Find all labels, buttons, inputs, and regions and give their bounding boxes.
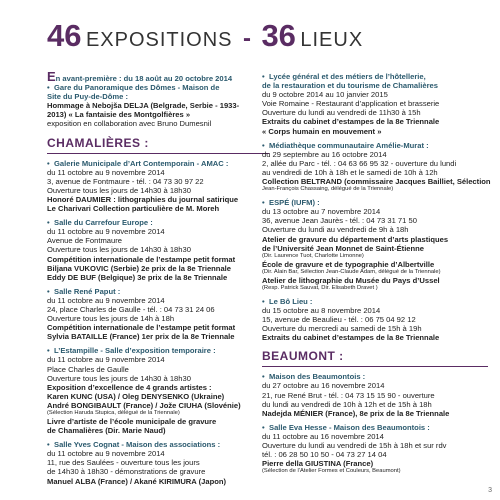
intro-line: Site du Puy-de-Dôme : <box>47 92 129 102</box>
venue-detail-line: (Sélection de l’Atelier Formes et Couleurs, Beaumont) <box>262 468 401 475</box>
venue-name: ESPÉ (IUFM) : <box>269 198 320 208</box>
venue-name-row <box>47 440 269 449</box>
venue-detail-line: Jean-François Chassaing, délégué de la Triennale) <box>262 186 394 193</box>
venue-name: Galerie Municipale d’Art Contemporain - AMAC : <box>54 158 229 168</box>
title-number-lieux: 36 <box>261 18 296 53</box>
venue-detail-line: du 11 octobre au 9 novembre 2014 <box>47 449 165 459</box>
section-title-chamalieres: CHAMALIÈRES : <box>47 136 269 154</box>
page-number: 3 <box>488 487 492 494</box>
venue-detail-line: 11, rue des Saulées - ouverture tous les jours <box>47 458 200 468</box>
venue-detail-line: Karen KUNC (USA) / Oleg DENYSENKO (Ukraine) <box>47 391 225 401</box>
venue-detail-line: Extraits du cabinet d’estampes de la 8e Triennale <box>262 117 440 127</box>
venue-detail-line: 15, avenue de Beaulieu - tél. : 06 75 04 92 12 <box>262 315 416 325</box>
venue-name-row <box>262 372 488 381</box>
venue-detail-line: du 27 octobre au 16 novembre 2014 <box>262 381 385 391</box>
venue-block <box>47 287 269 342</box>
venue-detail-line: du 15 octobre au 8 novembre 2014 <box>262 305 381 315</box>
venue-detail-line: 2, allée du Parc - tél. : 04 63 66 95 32 - ouverture du lundi <box>262 158 457 168</box>
venue-name-row <box>262 423 488 432</box>
venue-name-cont: de la restauration et du tourisme de Chamalières <box>262 81 438 91</box>
venue-detail-line: Le Charivari Collection particulière de M. Moreh <box>47 204 220 214</box>
venue-detail-line: Extraits du cabinet d’estampes de la 8e Triennale <box>262 333 440 343</box>
venue-block <box>262 140 491 193</box>
venue-detail-line: (Dir. Laurence Tuot, Charlotte Limonne) <box>262 252 364 259</box>
venue-detail-line: de Chamalières (Dir. Marie Naud) <box>47 426 166 436</box>
venue-detail-line: Eddy DE BUF (Belgique) 3e prix de la 8e Triennale <box>47 272 228 282</box>
title-word-lieux: LIEUX <box>300 29 364 51</box>
venue-name: Médiathèque communautaire Amélie-Murat : <box>269 140 429 150</box>
venue-detail-line: du 11 octobre au 9 novembre 2014 <box>47 355 165 365</box>
bullet-icon: • <box>47 158 50 168</box>
venue-name: Salle Yves Cognat - Maison des associations : <box>54 440 221 450</box>
bullet-icon: • <box>262 296 265 306</box>
venue-detail-line: Nadejda MÉNIER (France), 8e prix de la 8e Triennale <box>262 408 450 418</box>
bullet-icon: • <box>47 83 50 93</box>
title-separator: - <box>242 25 251 52</box>
venue-detail-line: (Dir. Alain Bar, Sélection Jean-Claude Adam, délégué de la Triennale) <box>262 268 441 275</box>
venue-detail-line: (Sélection Haruda Stupica, délégué de la Triennale) <box>47 410 180 416</box>
venue-detail-line: Sylvia BATAILLE (France) 1er prix de la 8e Triennale <box>47 332 235 342</box>
title-word-expositions: EXPOSITIONS <box>85 29 233 51</box>
venue-name-row <box>262 72 488 81</box>
venue-detail-line: Ouverture du mercredi au samedi de 15h à 19h <box>262 324 422 334</box>
venue-detail-line: de 14h30 à 18h30 - démonstrations de gravure <box>47 467 206 477</box>
venue-detail-line: du 11 octobre au 9 novembre 2014 <box>47 227 165 237</box>
venue-detail-line: du 11 octobre au 9 novembre 2014 <box>47 295 165 305</box>
venue-detail-line: Exposition d’excellence de 4 grands artistes : <box>47 382 212 392</box>
section-title-beaumont: BEAUMONT : <box>262 349 488 367</box>
venue-detail-line: de l’Université Jean Monnet de Saint-Étienne <box>262 243 425 253</box>
venue-block <box>47 159 269 214</box>
venue-detail-line: Atelier de lithographie du Musée du Pays d’Ussel <box>262 275 440 285</box>
venue-detail-line: 3, avenue de Fontmaure - tél. : 04 73 30 97 22 <box>47 176 204 186</box>
venue-detail-line: Manuel ALBA (France) / Akané KIRIMURA (Japon) <box>47 476 227 486</box>
venue-list-right-bottom <box>262 372 488 475</box>
venue-detail-line: Ouverture tous les jours de 14h30 à 18h30 <box>47 373 191 383</box>
venue-detail-line: Compétition internationale de l’estampe petit format <box>47 323 236 333</box>
bullet-icon: • <box>262 140 265 150</box>
venue-block <box>262 198 488 292</box>
venue-name-row <box>262 297 488 306</box>
intro-line: n avant-première : du 18 août au 20 octobre 2014 <box>55 74 233 83</box>
venue-detail-line: 24, place Charles de Gaulle - tél. : 04 73 31 24 06 <box>47 304 215 314</box>
venue-detail-line: Ouverture tous les jours de 14h à 18h <box>47 314 175 324</box>
title-number-expositions: 46 <box>47 18 82 53</box>
venue-detail-line: du 9 octobre 2014 au 10 janvier 2015 <box>262 90 388 100</box>
bullet-icon: • <box>262 72 265 81</box>
venue-detail-line: Biljana VUKOVIC (Serbie) 2e prix de la 8e Triennale <box>47 263 232 273</box>
venue-detail-line: au vendredi de 10h à 18h et le samedi de 10h à 12h <box>262 167 438 177</box>
venue-detail-line: 21, rue René Brut - tél. : 04 73 15 15 90 - ouverture <box>262 390 435 400</box>
venue-name-row <box>262 198 488 207</box>
bullet-icon: • <box>47 346 50 356</box>
venue-detail-line: du 29 septembre au 16 octobre 2014 <box>262 149 387 159</box>
bullet-icon: • <box>47 286 50 296</box>
venue-detail-line: Ouverture tous les jours de 14h30 à 18h30 <box>47 185 191 195</box>
venue-detail-line: École de gravure et de typographie d’Albertville <box>262 259 435 269</box>
intro-line: Hommage à Nebojša DELJA (Belgrade, Serbie - 1933- <box>47 101 240 111</box>
venue-list-left <box>47 159 269 486</box>
intro-line: Gare du Panoramique des Dômes - Maison de <box>54 83 220 93</box>
venue-detail-line: 36, avenue Jean Jaurès - tél. : 04 73 31 71 50 <box>262 216 417 226</box>
venue-detail-line: du 13 octobre au 7 novembre 2014 <box>262 207 381 217</box>
venue-detail-line: tél. : 06 28 50 10 50 - 04 73 27 14 04 <box>262 450 387 460</box>
venue-name-row <box>262 141 488 150</box>
bullet-icon: • <box>262 422 265 432</box>
venue-detail-line: du 11 octobre au 16 novembre 2014 <box>262 431 384 441</box>
venue-name-row <box>47 159 269 168</box>
venue-detail-line: Ouverture tous les jours de 14h30 à 18h30 <box>47 245 191 255</box>
venue-name: Le Bô Lieu : <box>269 296 313 306</box>
venue-name-row <box>47 218 269 227</box>
venue-detail-line: Compétition internationale de l’estampe petit format <box>47 254 236 264</box>
venue-name-row <box>47 346 269 355</box>
bullet-icon: • <box>47 440 50 450</box>
right-column <box>262 72 491 480</box>
venue-name: Salle René Paput : <box>54 286 121 296</box>
intro-line: 2013) « La fantaisie des Montgolfières » <box>47 110 191 120</box>
venue-detail-line: Voie Romaine - Restaurant d’application et brasserie <box>262 99 440 109</box>
intro-line: exposition en collaboration avec Bruno Dumesnil <box>47 119 212 129</box>
venue-name: L’Estampille - Salle d’exposition temporaire : <box>54 346 216 356</box>
bullet-icon: • <box>262 198 265 208</box>
venue-block <box>262 423 488 475</box>
venue-detail-line: Place Charles de Gaulle <box>47 364 129 374</box>
venue-detail-line: du lundi au vendredi de 10h à 12h et de 15h à 18h <box>262 399 432 409</box>
venue-block <box>262 72 488 136</box>
venue-detail-line: Livre d’artiste de l’école municipale de gravure <box>47 417 217 426</box>
venue-detail-line: « Corps humain en mouvement » <box>262 126 382 136</box>
venue-name: Lycée général et des métiers de l’hôtellerie, <box>269 72 426 81</box>
venue-detail-line: Honoré DAUMIER : lithographies du journal satirique <box>47 194 239 204</box>
venue-detail-line: André BONGIBAULT (France) / Jože CIUHA (Slovénie) <box>47 400 241 410</box>
page-title <box>47 20 363 51</box>
venue-detail-line: (Resp. Patrick Sauvat, Dir. Elisabeth Dravet ) <box>262 284 378 291</box>
intro-initial: E <box>47 69 56 84</box>
bullet-icon: • <box>47 218 50 228</box>
venue-detail-line: Collection BELTRAND (commissaire Jacques Bailliet, Sélection <box>262 177 491 187</box>
venue-list-right-top <box>262 72 491 343</box>
venue-name: Maison des Beaumontois : <box>269 372 366 382</box>
venue-detail-line: Ouverture du lundi au vendredi de 11h30 à 15h <box>262 108 421 118</box>
venue-detail-line: du 11 octobre au 9 novembre 2014 <box>47 167 165 177</box>
venue-name: Salle du Carrefour Europe : <box>54 218 153 228</box>
venue-detail-line: Ouverture du lundi au vendredi de 15h à 18h et sur rdv <box>262 441 447 450</box>
venue-block <box>47 346 269 435</box>
venue-name: Salle Eva Hesse - Maison des Beaumontois : <box>269 422 430 432</box>
venue-block <box>262 372 488 417</box>
intro-block <box>47 69 269 129</box>
venue-block <box>262 297 488 342</box>
venue-block <box>47 440 269 485</box>
venue-detail-line: Avenue de Fontmaure <box>47 236 123 246</box>
venue-detail-line: Pierre della GIUSTINA (France) <box>262 459 374 469</box>
venue-detail-line: Atelier de gravure du département d’arts plastiques <box>262 234 449 244</box>
venue-block <box>47 218 269 282</box>
venue-detail-line: Ouverture du lundi au vendredi de 9h à 18h <box>262 225 409 235</box>
bullet-icon: • <box>262 372 265 382</box>
venue-name-row <box>47 287 269 296</box>
left-column <box>47 69 269 491</box>
